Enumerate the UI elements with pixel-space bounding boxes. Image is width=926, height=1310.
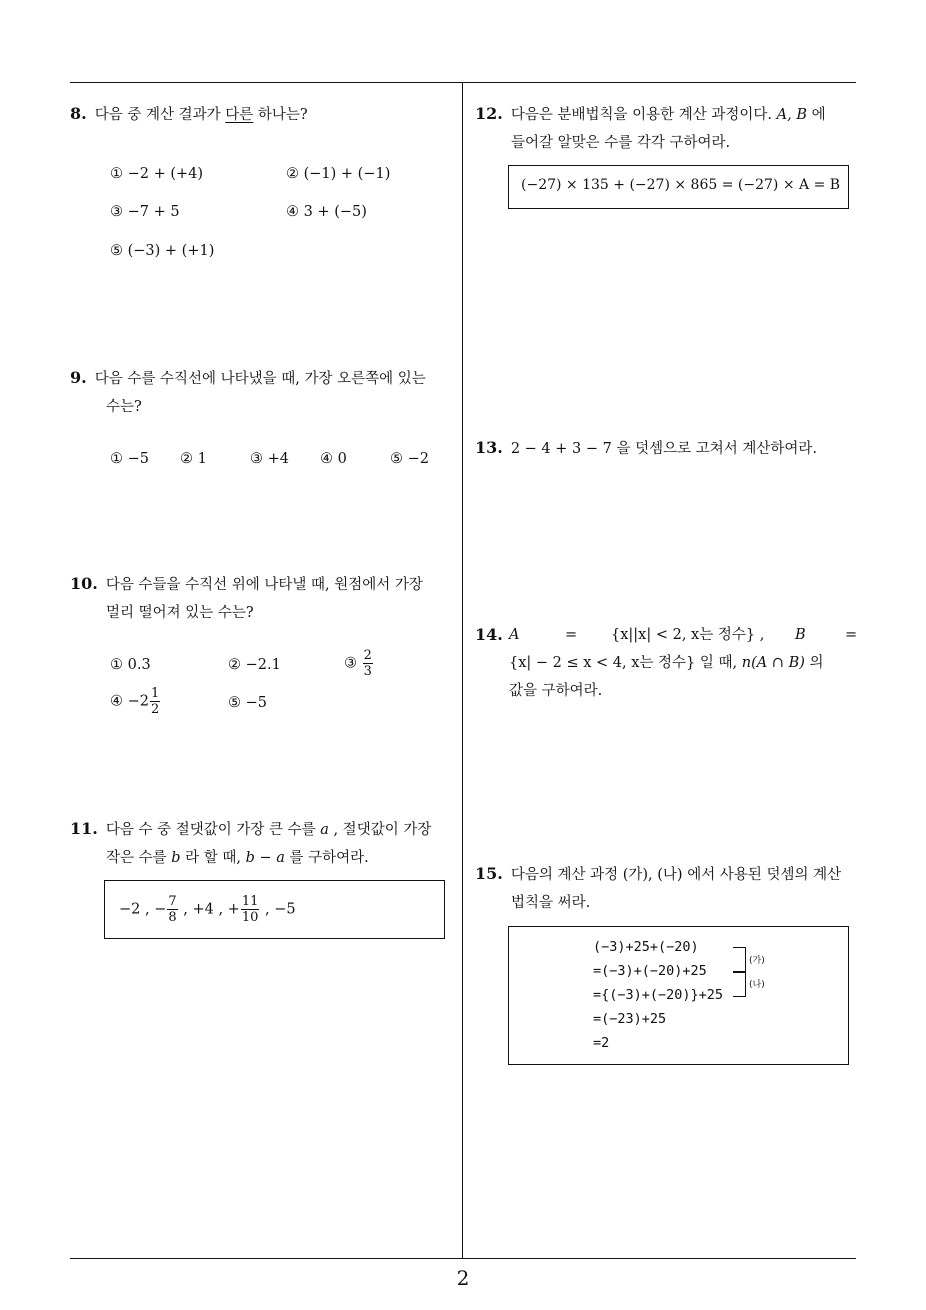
q12-equation-box <box>508 165 849 209</box>
label-na: (나) <box>749 980 765 990</box>
column-divider <box>462 82 463 1258</box>
question-8 <box>70 100 460 129</box>
q10-option-5: ⑤ −5 <box>228 695 267 711</box>
q9-option-5: ⑤ −2 <box>390 451 429 467</box>
variable-b: b <box>171 850 181 866</box>
question-number: 11. <box>70 819 98 838</box>
question-number: 9. <box>70 368 87 387</box>
question-number: 14. <box>475 625 503 644</box>
expression: b − a <box>245 850 285 866</box>
q8-option-1: ① −2 + (+4) <box>110 166 204 182</box>
calc-line-2: =(−3)+(−20)+25 <box>593 963 707 979</box>
underlined-word: 다른 <box>225 107 254 123</box>
question-number: 15. <box>475 864 503 883</box>
question-15 <box>475 860 860 917</box>
question-number: 8. <box>70 104 87 123</box>
calc-line-4: =(−23)+25 <box>593 1011 667 1027</box>
question-text: 다음 중 계산 결과가 다른 하나는? <box>94 107 308 123</box>
q9-option-1: ① −5 <box>110 451 149 467</box>
question-13: 13. 2 − 4 + 3 − 7 을 덧셈으로 고쳐서 계산하여라. <box>475 438 817 457</box>
question-text-line2: 들어갈 알맞은 수를 각각 구하여라. <box>511 135 731 151</box>
question-number: 13. <box>475 438 503 457</box>
q11-number-box: −2 , − $\frac{7}{8}$ , +4 , + $\frac{11}{10}$ , −5 <box>104 880 445 939</box>
q9-option-2: ② 1 <box>180 451 207 467</box>
calc-line-3: ={(−3)+(−20)}+25 <box>593 987 724 1003</box>
equation: (−27) × 135 + (−27) × 865 = (−27) × A = B <box>521 177 841 193</box>
bracket-na <box>733 971 746 997</box>
q8-option-3: ③ −7 + 5 <box>110 204 180 220</box>
bracket-ga <box>733 947 746 973</box>
question-text-line2: 법칙을 써라. <box>511 895 591 911</box>
question-text-line1: 다음 수들을 수직선 위에 나타낼 때, 원점에서 가장 <box>105 577 423 593</box>
question-text-line1: 다음 수를 수직선에 나타냈을 때, 가장 오른쪽에 있는 <box>94 371 426 387</box>
q8-option-5: ⑤ (−3) + (+1) <box>110 243 215 259</box>
set-a: {x||x| < 2, x는 정수} , <box>611 627 765 643</box>
q10-option-4: ④ −2 $\frac{1}{2}$ <box>110 686 160 717</box>
question-12: 12. 다음은 분배법칙을 이용한 계산 과정이다. A, B 에 들어갈 알맞은 수를 각각 구하여라. <box>475 104 826 151</box>
q10-option-1: ① 0.3 <box>110 657 151 673</box>
page-number: 2 <box>456 1266 470 1290</box>
question-9 <box>70 364 460 421</box>
question-text-line2: 멀리 떨어져 있는 수는? <box>106 605 254 621</box>
q15-calculation-box <box>508 926 849 1065</box>
fraction: $\frac{7}{8}$ <box>168 894 177 925</box>
set-b: {x| − 2 ≤ x < 4, x는 정수} <box>509 655 696 671</box>
q9-option-3: ③ +4 <box>250 451 289 467</box>
question-text-line2: 수는? <box>106 399 142 415</box>
q8-option-4: ④ 3 + (−5) <box>286 204 367 220</box>
question-10 <box>70 570 460 627</box>
calc-line-1: (−3)+25+(−20) <box>593 939 699 955</box>
question-text-line3: 값을 구하여라. <box>509 683 603 699</box>
q9-option-4: ④ 0 <box>320 451 347 467</box>
q8-option-2: ② (−1) + (−1) <box>286 166 391 182</box>
q10-option-3: ③ $\frac{2}{3}$ <box>344 648 372 679</box>
question-14: 14. A = {x||x| < 2, x는 정수} , B = {x| − 2 ≤ x < 4, x는 정수} 일 때, n(A ∩ B) 의 값을 구하여라. <box>475 621 860 705</box>
question-11: 11. 다음 수 중 절댓값이 가장 큰 수를 a , 절댓값이 가장 작은 수를 b 라 할 때, b − a 를 구하여라. <box>70 819 432 866</box>
label-ga: (가) <box>749 956 765 966</box>
question-number: 10. <box>70 574 98 593</box>
q10-option-2: ② −2.1 <box>228 657 281 673</box>
calc-line-5: =2 <box>593 1035 610 1051</box>
question-number: 12. <box>475 104 503 123</box>
fraction: $\frac{1}{2}$ <box>150 686 160 717</box>
expression: 2 − 4 + 3 − 7 <box>510 441 612 457</box>
fraction: $\frac{2}{3}$ <box>363 648 372 679</box>
fraction: $\frac{11}{10}$ <box>241 894 259 925</box>
bottom-rule <box>70 1258 856 1259</box>
variable-a: a <box>320 822 329 838</box>
question-text-line1: 다음의 계산 과정 (가), (나) 에서 사용된 덧셈의 계산 <box>510 867 842 883</box>
top-rule <box>70 82 856 83</box>
